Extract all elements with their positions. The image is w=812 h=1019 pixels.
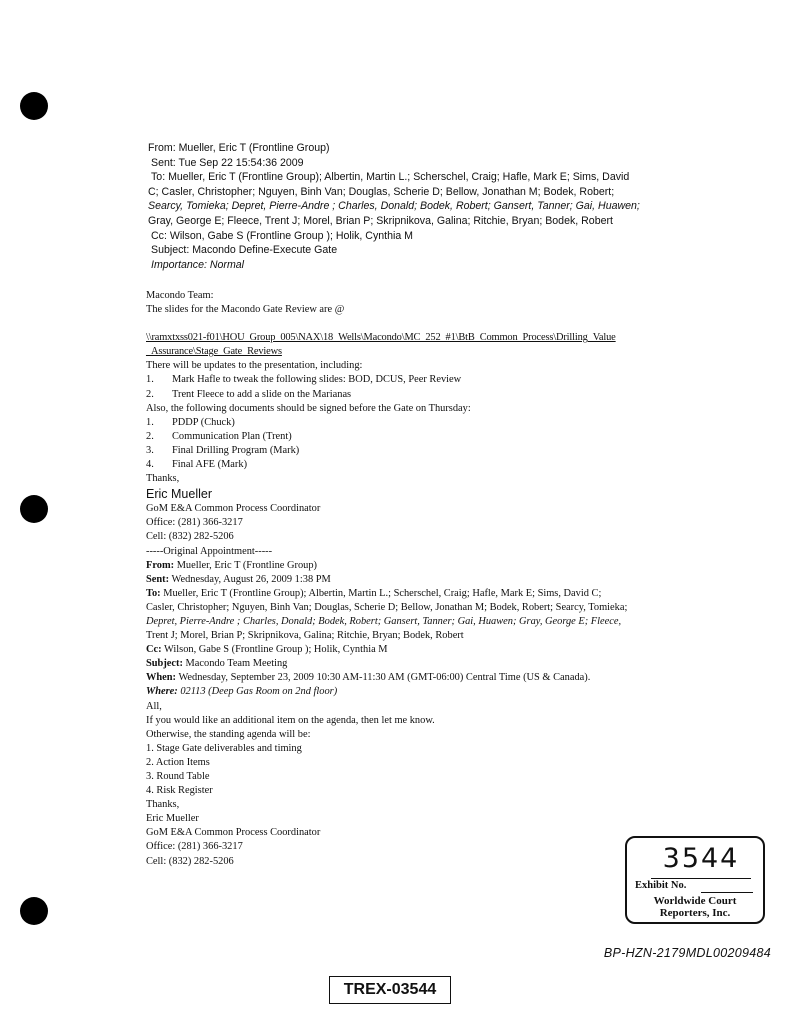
original-sent: Sent: Wednesday, August 26, 2009 1:38 PM bbox=[146, 573, 331, 585]
list-item: 1. Stage Gate deliverables and timing bbox=[146, 742, 302, 754]
header-to-line-2: C; Casler, Christopher; Nguyen, Binh Van; Douglas, Scherie D; Bellow, Jonathan M; Bodek, Robert; bbox=[148, 185, 615, 198]
original-to-line-3: Depret, Pierre-Andre ; Charles, Donald; Bodek, Robert; Gansert, Tanner; Gai, Huawen; Gray, George E; Fleece, bbox=[146, 615, 622, 627]
trex-label: TREX-03544 bbox=[329, 976, 451, 1004]
list-item: 4. Final AFE (Mark) bbox=[146, 459, 248, 471]
slides-intro: The slides for the Macondo Gate Review are @ bbox=[146, 304, 345, 316]
list-item: 2. Communication Plan (Trent) bbox=[146, 430, 292, 442]
header-to-line-3: Searcy, Tomieka; Depret, Pierre-Andre ; Charles, Donald; Bodek, Robert; Gansert, Tanner; Gai, Huawen; bbox=[148, 200, 640, 213]
original-to-line-2: Casler, Christopher; Nguyen, Binh Van; Douglas, Scherie D; Bellow, Jonathan M; Bodek, Robert; Searcy, Tomieka; bbox=[146, 601, 628, 613]
thanks: Thanks, bbox=[146, 473, 180, 485]
signature-office: Office: (281) 366-3217 bbox=[146, 517, 243, 529]
punch-hole-middle bbox=[20, 495, 48, 523]
header-to-line-1: To: Mueller, Eric T (Frontline Group); Albertin, Martin L.; Scherschel, Craig; Hafle, Mark E; Sims, David bbox=[151, 171, 630, 184]
exhibit-company: Worldwide Court Reporters, Inc. bbox=[653, 895, 737, 919]
docs-intro: Also, the following documents should be signed before the Gate on Thursday: bbox=[146, 402, 471, 414]
original-all: All, bbox=[146, 700, 162, 712]
docs-list bbox=[146, 416, 706, 472]
original-subject: Subject: Macondo Team Meeting bbox=[146, 658, 288, 670]
original-where: Where: 02113 (Deep Gas Room on 2nd floor) bbox=[146, 686, 338, 698]
punch-hole-bottom bbox=[20, 897, 48, 925]
header-importance: Importance: Normal bbox=[151, 258, 245, 271]
original-thanks: Thanks, bbox=[146, 799, 180, 811]
original-when: When: Wednesday, September 23, 2009 10:30 AM-11:30 AM (GMT-06:00) Central Time (US & Canada). bbox=[146, 672, 591, 684]
original-cc: Cc: Wilson, Gabe S (Frontline Group ); Holik, Cynthia M bbox=[146, 644, 388, 656]
original-to-line-4: Trent J; Morel, Brian P; Skripnikova, Galina; Ritchie, Bryan; Bodek, Robert bbox=[146, 630, 464, 642]
signature-cell: Cell: (832) 282-5206 bbox=[146, 531, 234, 543]
updates-list bbox=[146, 373, 706, 401]
original-signature-name: Eric Mueller bbox=[146, 813, 199, 825]
header-cc: Cc: Wilson, Gabe S (Frontline Group ); Holik, Cynthia M bbox=[151, 229, 413, 242]
signature-name: Eric Mueller bbox=[146, 487, 212, 502]
original-signature-title: GoM E&A Common Process Coordinator bbox=[146, 827, 321, 839]
share-path-link[interactable]: \\ramxtxss021-f01\HOU_Group_005\NAX\18_Wells\Macondo\MC_252_#1\BtB_Common_Process\Drilling_Value bbox=[146, 332, 616, 344]
punch-hole-top bbox=[20, 92, 48, 120]
header-subject: Subject: Macondo Define-Execute Gate bbox=[151, 244, 338, 257]
list-item: 4. Risk Register bbox=[146, 785, 213, 797]
list-item: 3. Round Table bbox=[146, 771, 210, 782]
list-item: 3. Final Drilling Program (Mark) bbox=[146, 444, 300, 456]
email-header bbox=[148, 141, 688, 272]
list-item: 1. PDDP (Chuck) bbox=[146, 416, 235, 428]
updates-intro: There will be updates to the presentation, including: bbox=[146, 360, 363, 372]
exhibit-label: Exhibit No. bbox=[635, 880, 687, 891]
header-sent: Sent: Tue Sep 22 15:54:36 2009 bbox=[151, 156, 304, 169]
list-item: 2. Trent Fleece to add a slide on the Marianas bbox=[146, 388, 352, 400]
exhibit-number: 3544 bbox=[651, 840, 751, 879]
list-item: 2. Action Items bbox=[146, 756, 210, 768]
greeting: Macondo Team: bbox=[146, 290, 214, 301]
exhibit-blank-line bbox=[701, 892, 753, 893]
exhibit-sticker bbox=[625, 836, 765, 924]
share-path-link-cont[interactable]: _Assurance\Stage_Gate_Reviews bbox=[146, 346, 282, 358]
bates-number: BP-HZN-2179MDL00209484 bbox=[603, 946, 771, 960]
agenda-intro-2: Otherwise, the standing agenda will be: bbox=[146, 728, 311, 740]
list-item: 1. Mark Hafle to tweak the following slides: BOD, DCUS, Peer Review bbox=[146, 374, 462, 386]
original-signature-office: Office: (281) 366-3217 bbox=[146, 841, 243, 853]
original-to: To: Mueller, Eric T (Frontline Group); Albertin, Martin L.; Scherschel, Craig; Hafle, Mark E; Sims, David C; bbox=[146, 587, 602, 599]
original-divider: -----Original Appointment----- bbox=[146, 545, 273, 557]
original-from: From: Mueller, Eric T (Frontline Group) bbox=[146, 559, 317, 571]
header-to-line-4: Gray, George E; Fleece, Trent J; Morel, Brian P; Skripnikova, Galina; Ritchie, Bryan; Bodek, Robert bbox=[148, 214, 613, 227]
signature-title: GoM E&A Common Process Coordinator bbox=[146, 503, 321, 515]
header-from: From: Mueller, Eric T (Frontline Group) bbox=[148, 142, 330, 154]
original-signature-cell: Cell: (832) 282-5206 bbox=[146, 855, 234, 867]
email-body bbox=[146, 289, 706, 869]
agenda-intro-1: If you would like an additional item on the agenda, then let me know. bbox=[146, 714, 435, 726]
